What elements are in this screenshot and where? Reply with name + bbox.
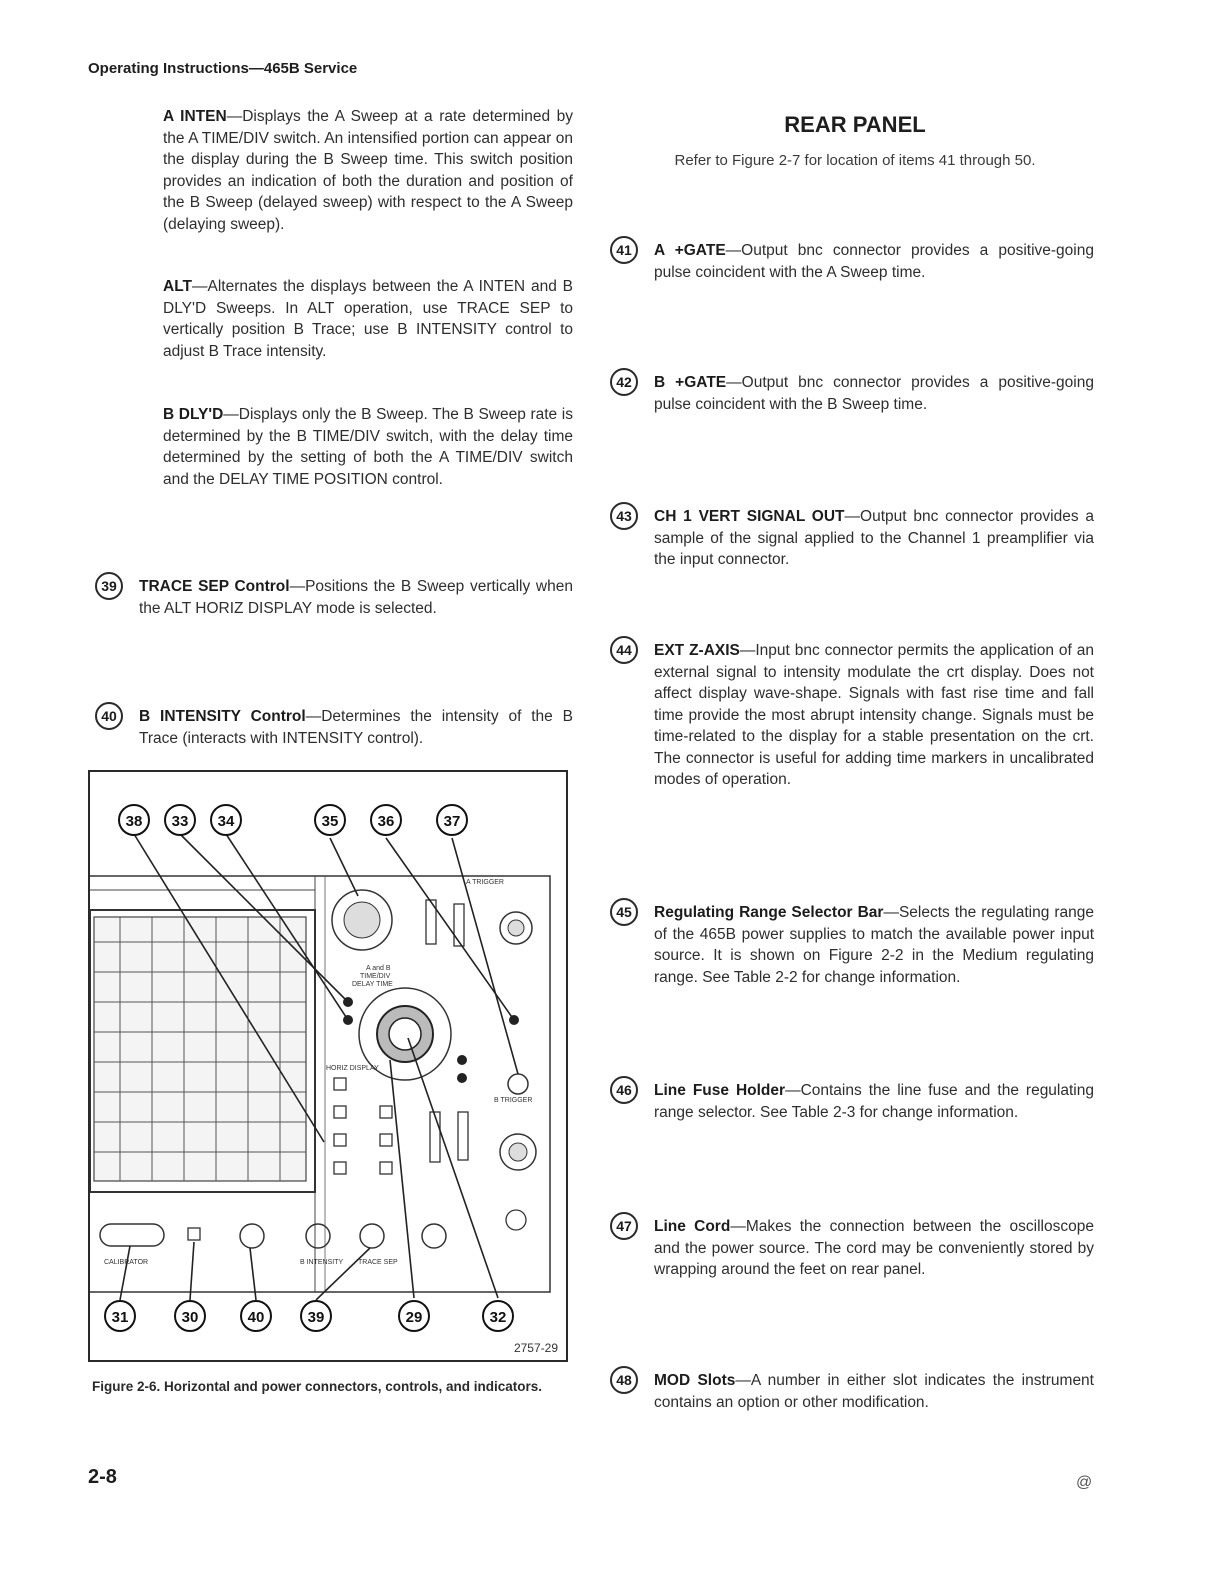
item-label: Line Cord [654, 1218, 731, 1235]
item-42 [610, 372, 1094, 415]
label-time-div: TIME/DIV [360, 973, 391, 980]
figure-code: 2757-29 [513, 1341, 558, 1355]
callout-number: 43 [610, 502, 638, 530]
item-41 [610, 240, 1094, 283]
item-label: TRACE SEP Control [139, 578, 290, 595]
item-text: —Positions the B Sweep vertically when the ALT HORIZ DISPLAY mode is selected. [139, 578, 573, 617]
mode-a-inten [163, 106, 573, 235]
callout-40: 40 [247, 1309, 265, 1326]
callout-number: 46 [610, 1076, 638, 1104]
rear-panel-title: REAR PANEL [784, 112, 926, 137]
callout-39: 39 [307, 1309, 325, 1326]
item-44 [610, 640, 1094, 791]
label-b-intensity: B INTENSITY [300, 1259, 344, 1266]
label-delay-time: DELAY TIME [352, 981, 393, 988]
item-text: —Makes the connection between the oscilloscope and the power source. The cord may be conveniently stored by wrapping around the feet on rear panel. [654, 1218, 1094, 1278]
item-46 [610, 1080, 1094, 1123]
item-text: —Input bnc connector permits the application of an external signal to intensity modulate the crt display. Does not affect display wave-shape. Signals with fast rise time and fall time provide the most abrupt intensity change. Signals must be time-related to the display for a stable presentation on the crt. The connector is useful for adding time markers in uncalibrated modes of operation. [654, 642, 1094, 788]
mode-label: ALT [163, 278, 192, 295]
label-horiz-display: HORIZ DISPLAY [326, 1065, 379, 1072]
page-header: Operating Instructions—465B Service [88, 60, 358, 77]
item-label: CH 1 VERT SIGNAL OUT [654, 508, 845, 525]
item-label: A +GATE [654, 242, 726, 259]
callout-number: 40 [95, 702, 123, 730]
figure-caption: Figure 2-6. Horizontal and power connectors, controls, and indicators. [92, 1379, 543, 1394]
label-a-trigger: A TRIGGER [466, 879, 504, 886]
callout-number: 42 [610, 368, 638, 396]
item-text: —Selects the regulating range of the 465B power supplies to match the available power input source. It is shown on Figure 2-2 in the Medium regulating range. See Table 2-2 for change information. [654, 904, 1094, 986]
item-40 [95, 706, 573, 749]
trace-sep-knob [360, 1224, 384, 1248]
mode-b-dlyd [163, 404, 573, 490]
item-48 [610, 1370, 1094, 1413]
label-b-trigger: B TRIGGER [494, 1097, 533, 1104]
callout-number: 45 [610, 898, 638, 926]
callout-38: 38 [125, 813, 143, 830]
item-text: —Output bnc connector provides a sample of the signal applied to the Channel 1 preamplifier via the input connector. [654, 508, 1094, 568]
label-calibrator: CALIBRATOR [104, 1259, 149, 1266]
item-39 [95, 576, 573, 619]
callout-number: 47 [610, 1212, 638, 1240]
item-label: MOD Slots [654, 1372, 736, 1389]
item-text: —Contains the line fuse and the regulating range selector. See Table 2-3 for change information. [654, 1082, 1094, 1121]
callout-30: 30 [181, 1309, 199, 1326]
mode-alt [163, 276, 573, 362]
mode-text: —Alternates the displays between the A INTEN and B DLY'D Sweeps. In ALT operation, use TRACE SEP to vertically position B Trace; use B INTENSITY control to adjust B Trace intensity. [163, 278, 573, 360]
callout-34: 34 [217, 813, 235, 830]
item-label: B INTENSITY Control [139, 708, 306, 725]
item-45 [610, 902, 1094, 988]
item-text: —Output bnc connector provides a positive-going pulse coincident with the A Sweep time. [654, 242, 1094, 281]
crt-screen [94, 917, 306, 1181]
label-trace-sep: TRACE SEP [358, 1259, 398, 1266]
item-label: EXT Z-AXIS [654, 642, 740, 659]
callout-number: 41 [610, 236, 638, 264]
b-intensity-knob [240, 1224, 264, 1248]
callout-37: 37 [443, 813, 461, 830]
callout-number: 44 [610, 636, 638, 664]
item-text: —A number in either slot indicates the instrument contains an option or other modification. [654, 1372, 1094, 1411]
item-label: B +GATE [654, 374, 727, 391]
mode-label: A INTEN [163, 108, 227, 125]
item-label: Line Fuse Holder [654, 1082, 786, 1099]
item-43 [610, 506, 1094, 571]
mode-text: —Displays only the B Sweep. The B Sweep rate is determined by the B TIME/DIV switch, with the delay time determined by the setting of both the A TIME/DIV switch and the DELAY TIME POSITION control. [163, 406, 573, 488]
callout-35: 35 [321, 813, 339, 830]
calibrator-loop [100, 1224, 164, 1246]
footer-mark: @ [1076, 1474, 1093, 1491]
mode-label: B DLY'D [163, 406, 224, 423]
callout-32: 32 [489, 1309, 507, 1326]
callout-33: 33 [171, 813, 189, 830]
item-label: Regulating Range Selector Bar [654, 904, 884, 921]
callout-number: 48 [610, 1366, 638, 1394]
rear-panel-subtitle: Refer to Figure 2-7 for location of items 41 through 50. [674, 152, 1036, 169]
callout-29: 29 [405, 1309, 423, 1326]
callout-31: 31 [111, 1309, 129, 1326]
mode-text: —Displays the A Sweep at a rate determined by the A TIME/DIV switch. An intensified portion can appear on the display during the B Sweep time. This switch position provides an indication of both the duration and position of the B Sweep (delayed sweep) with respect to the A Sweep (delaying sweep). [163, 108, 573, 233]
callout-number: 39 [95, 572, 123, 600]
item-text: —Determines the intensity of the B Trace (interacts with INTENSITY control). [139, 708, 573, 747]
callout-36: 36 [377, 813, 395, 830]
label-a-and-b: A and B [366, 965, 391, 972]
page-number: 2-8 [88, 1466, 117, 1488]
item-text: —Output bnc connector provides a positive-going pulse coincident with the B Sweep time. [654, 374, 1094, 413]
figure-2-6 [88, 770, 568, 1362]
item-47 [610, 1216, 1094, 1281]
